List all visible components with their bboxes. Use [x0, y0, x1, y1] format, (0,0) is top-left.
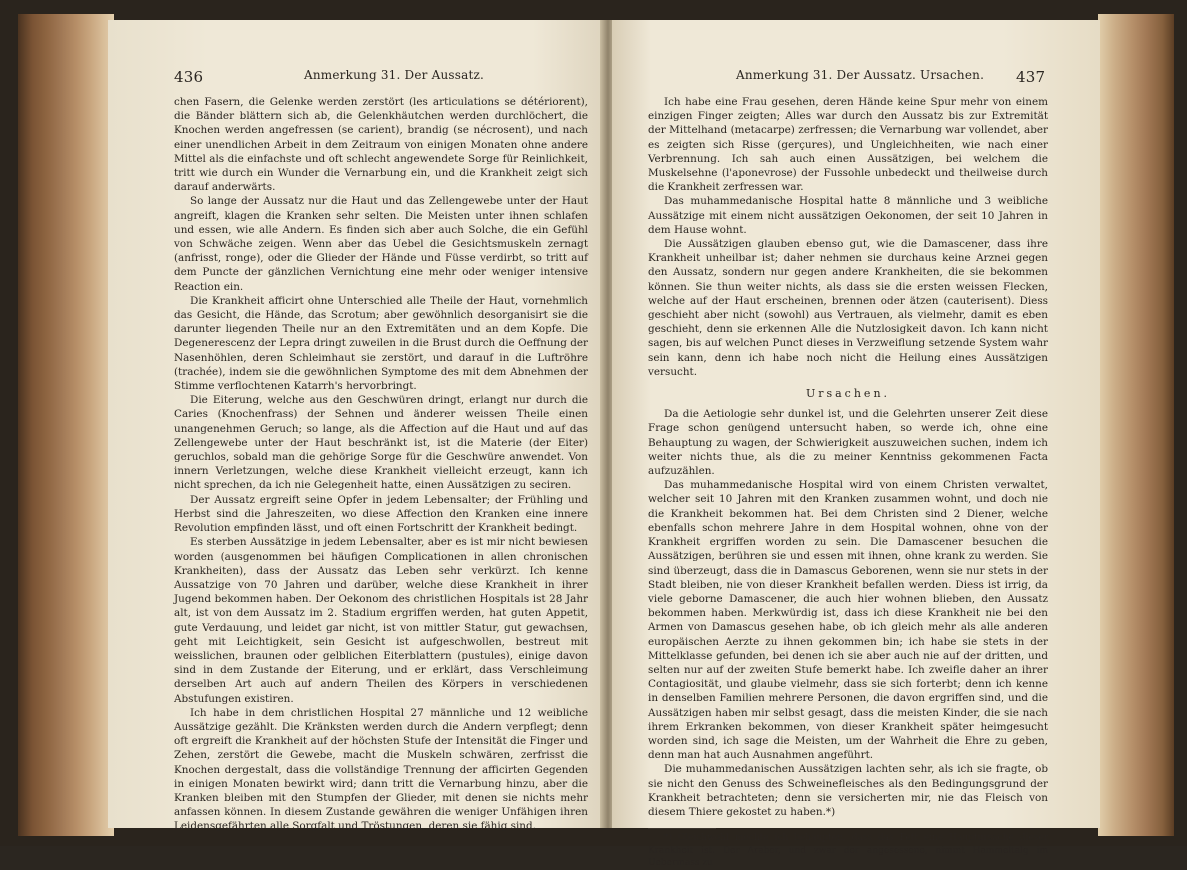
- paragraph: Die Krankheit afficirt ohne Unterschied alle Theile der Haut, vornehmlich das Gesicht, die Hände, das Scrotum; aber gewöhnlich desorganisirt sie die darunter liegenden Theile nur an den Extremitäten und an dem Kopfe. Die Degenerescenz der Lepra dringt zuweilen in die Brust durch die Oeffnung der Nasenhöhlen, deren Schleimhaut sie zerstört, und darauf in die Luftröhre (trachée), indem sie die gewöhnlichen Symptome des mit dem Abnehmen der Stimme verflochtenen Katarrh's hervorbringt.: [174, 294, 588, 393]
- footnote-text: *) Gleichwohl möchte ich behaupten, dass das Fett eine Hauptursache dieser Krankheit ist. Der Araber, und zwar der angesessene, nimmt Hammeltalg im Uebermass zu: [648, 833, 1048, 869]
- page-number-right: 437: [1016, 68, 1046, 86]
- page-edges-left: [18, 14, 114, 836]
- paragraph: Die muhammedanischen Aussätzigen lachten sehr, als ich sie fragte, ob sie nicht den Genuss des Schweinefleisches als den Bedingungsgrund der Krankheit betrachteten; denn sie versicherten mir, nie das Fleisch von diesem Thiere gekostet zu haben.*): [648, 763, 1048, 818]
- footnote-rule: [648, 828, 716, 829]
- footnote: [648, 832, 1048, 870]
- paragraph: chen Fasern, die Gelenke werden zerstört (les articulations se détériorent), die Bänder blättern sich ab, die Gelenkhäutchen werden durchlöchert, die Knochen werden angefressen (se carient), brandig (se nécrosent), und nach einer unendlichen Arbeit in dem Zeitraum von einigen Monaten ohne andere Mittel als die einfachste und oft schlecht angewendete Sorge für Reinlichkeit, tritt wie durch ein Wunder die Vernarbung ein, und die Krankheit zeigt sich darauf anderwärts.: [174, 96, 588, 194]
- page-edges-right: [1098, 14, 1174, 836]
- left-page-body: [174, 95, 588, 834]
- section-title: Ursachen.: [805, 387, 891, 401]
- right-page: [612, 20, 1100, 869]
- paragraph: Das muhammedanische Hospital hatte 8 männliche und 3 weibliche Aussätzige mit einem nicht aussätzigen Oekonomen, der seit 10 Jahren in dem Hause wohnt.: [648, 195, 1048, 236]
- running-head-right: Anmerkung 31. Der Aussatz. Ursachen.: [736, 68, 985, 82]
- paragraph: Ich habe eine Frau gesehen, deren Hände keine Spur mehr von einem einzigen Finger zeigten; Alles war durch den Aussatz bis zur Extremität der Mittelhand (metacarpe) zerfressen; die Vernarbung war vollendet, aber es zeigten sich Risse (gerçures), und Ungleichheiten, wie nach einer Verbrennung. Ich sah auch einen Aussätzigen, bei welchem die Muskelsehne (l'aponevrose) der Fussohle unbedeckt und theilweise durch die Krankheit zerfressen war.: [648, 96, 1048, 194]
- page-number-left: 436: [174, 68, 204, 86]
- paragraph: Der Aussatz ergreift seine Opfer in jedem Lebensalter; der Frühling und Herbst sind die Jahreszeiten, wo diese Affection den Kranken eine innere Revolution empfinden lässt, und oft einen Fortschritt der Krankheit bedingt.: [174, 493, 588, 535]
- paragraph: Es sterben Aussätzige in jedem Lebensalter, aber es ist mir nicht bewiesen worden (ausgenommen bei häufigen Complicationen in allen chronischen Krankheiten), dass der Aussatz das Leben sehr verkürzt. Ich kenne Aussatzige von 70 Jahren und darüber, welche diese Krankheit in ihrer Jugend bekommen haben. Der Oekonom des christlichen Hospitals ist 28 Jahr alt, ist von dem Aussatz im 2. Stadium ergriffen werden, hat guten Appetit, gute Verdauung, und leidet gar nicht, ist von mittler Statur, gut gewachsen, geht mit Leichtigkeit, sein Gesicht ist aufgeschwollen, bestreut mit weisslichen, braunen oder gelblichen Eiterblattern (pustules), einige davon sind in dem Zustande der Eiterung, und er erklärt, dass Verschleimung derselben Art auch auf andern Theilen des Körpers in verschiedenen Abstufungen existiren.: [174, 536, 588, 705]
- paragraph: Die Aussätzigen glauben ebenso gut, wie die Damascener, dass ihre Krankheit unheilbar ist; daher nehmen sie durchaus keine Arznei gegen den Aussatz, sondern nur gegen andere Krankheiten, die sie bekommen können. Sie thun weiter nichts, als dass sie die ersten weissen Flecken, welche auf der Haut erscheinen, brennen oder ätzen (cauterisent). Diess geschieht aber nicht (sowohl) aus Vertrauen, als vielmehr, damit es eben geschieht, denn sie erkennen Alle die Nutzlosigkeit davon. Ich kann nicht sagen, bis auf welchen Punct dieses in Verzweiflung setzende System wahr sein kann, denn ich habe noch nicht die Heilung eines Aussätzigen versucht.: [648, 238, 1048, 378]
- paragraph: Da die Aetiologie sehr dunkel ist, und die Gelehrten unserer Zeit diese Frage schon genügend untersucht haben, so werde ich, ohne eine Behauptung zu wagen, der Schwierigkeit auszuweichen suchen, indem ich weiter nichts thue, als die zu meiner Kenntniss gekommenen Facta aufzuzählen.: [648, 408, 1048, 478]
- paragraph: Das muhammedanische Hospital wird von einem Christen verwaltet, welcher seit 10 Jahren mit den Kranken zusammen wohnt, und doch nie die Krankheit bekommen hat. Bei dem Christen sind 2 Diener, welche ebenfalls schon mehrere Jahre in dem Hospital wohnen, ohne von der Krankheit ergriffen worden zu sein. Die Damascener besuchen die Aussätzigen, berühren sie und essen mit ihnen, ohne krank zu werden. Sie sind überzeugt, dass die in Damascus Geborenen, wenn sie nur stets in der Stadt bleiben, nie von dieser Krankheit befallen werden. Diess ist irrig, da viele geborne Damascener, die auch hier wohnen blieben, den Aussatz bekommen haben. Merkwürdig ist, dass ich diese Krankheit nie bei den Armen von Damascus gesehen habe, ob ich gleich mehr als alle anderen europäischen Aerzte zu ihnen gekommen bin; ich habe sie stets in der Mittelklasse gefunden, bei denen ich sie aber auch nie auf der dritten, und selten nur auf der zweiten Stufe bemerkt habe. Ich zweifle daher an ihrer Contagiosität, und glaube vielmehr, dass sie sich forterbt; denn ich kenne in denselben Familien mehrere Personen, die davon ergriffen sind, und die Aussätzigen haben mir selbst gesagt, dass die meisten Kinder, die sie nach ihrem Erkranken bekommen, von dieser Krankheit später heimgesucht worden sind, ich sage die Meisten, um der Wahrheit die Ehre zu geben, denn man hat auch Ausnahmen angeführt.: [648, 479, 1048, 762]
- right-page-body: [648, 95, 1048, 870]
- paragraph: So lange der Aussatz nur die Haut und das Zellengewebe unter der Haut angreift, klagen die Kranken sehr selten. Die Meisten unter ihnen schlafen und essen, wie alle Andern. Es finden sich aber auch Solche, die ein Gefühl von Schwäche zeigen. Wenn aber das Uebel die Gesichtsmuskeln zernagt (anfrisst, ronge), oder die Glieder der Hände und Füsse verdirbt, so tritt auf dem Puncte der gänzlichen Vernichtung eine mehr oder weniger intensive Reaction ein.: [174, 195, 588, 293]
- paragraph: Ich habe in dem christlichen Hospital 27 männliche und 12 weibliche Aussätzige gezählt. Die Kränksten werden durch die Andern verpflegt; denn oft ergreift die Krankheit auf der höchsten Stufe der Intensität die Finger und Zehen, zerstört die Gewebe, macht die Muskeln schwären, zerfrisst die Knochen dergestalt, dass die vollständige Trennung der afficirten Gegenden in einigen Monaten bewirkt wird; dann tritt die Vernarbung hinzu, aber die Kranken bleiben mit den Stumpfen der Glieder, mit denen sie nichts mehr anfassen können. In diesem Zustande gewähren die weniger Unfähigen ihren Leidensgefährten alle Sorgfalt und Tröstungen, deren sie fähig sind.: [174, 706, 588, 833]
- running-head-left: Anmerkung 31. Der Aussatz.: [304, 68, 485, 82]
- paragraph: Die Eiterung, welche aus den Geschwüren dringt, erlangt nur durch die Caries (Knochenfrass) der Sehnen und änderer weissen Theile einen unangenehmen Geruch; so lange, als die Affection auf die Haut und auf das Zellengewebe unter der Haut beschränkt ist, ist die Materie (der Eiter) geruchlos, sobald man die gehörige Sorge für die Geschwüre anwendet. Von innern Verletzungen, welche diese Krankheit vielleicht erzeugt, kann ich nicht sprechen, da ich nie Gelegenheit hatte, einen Aussätzigen zu seciren.: [174, 394, 588, 492]
- left-page: [108, 20, 608, 833]
